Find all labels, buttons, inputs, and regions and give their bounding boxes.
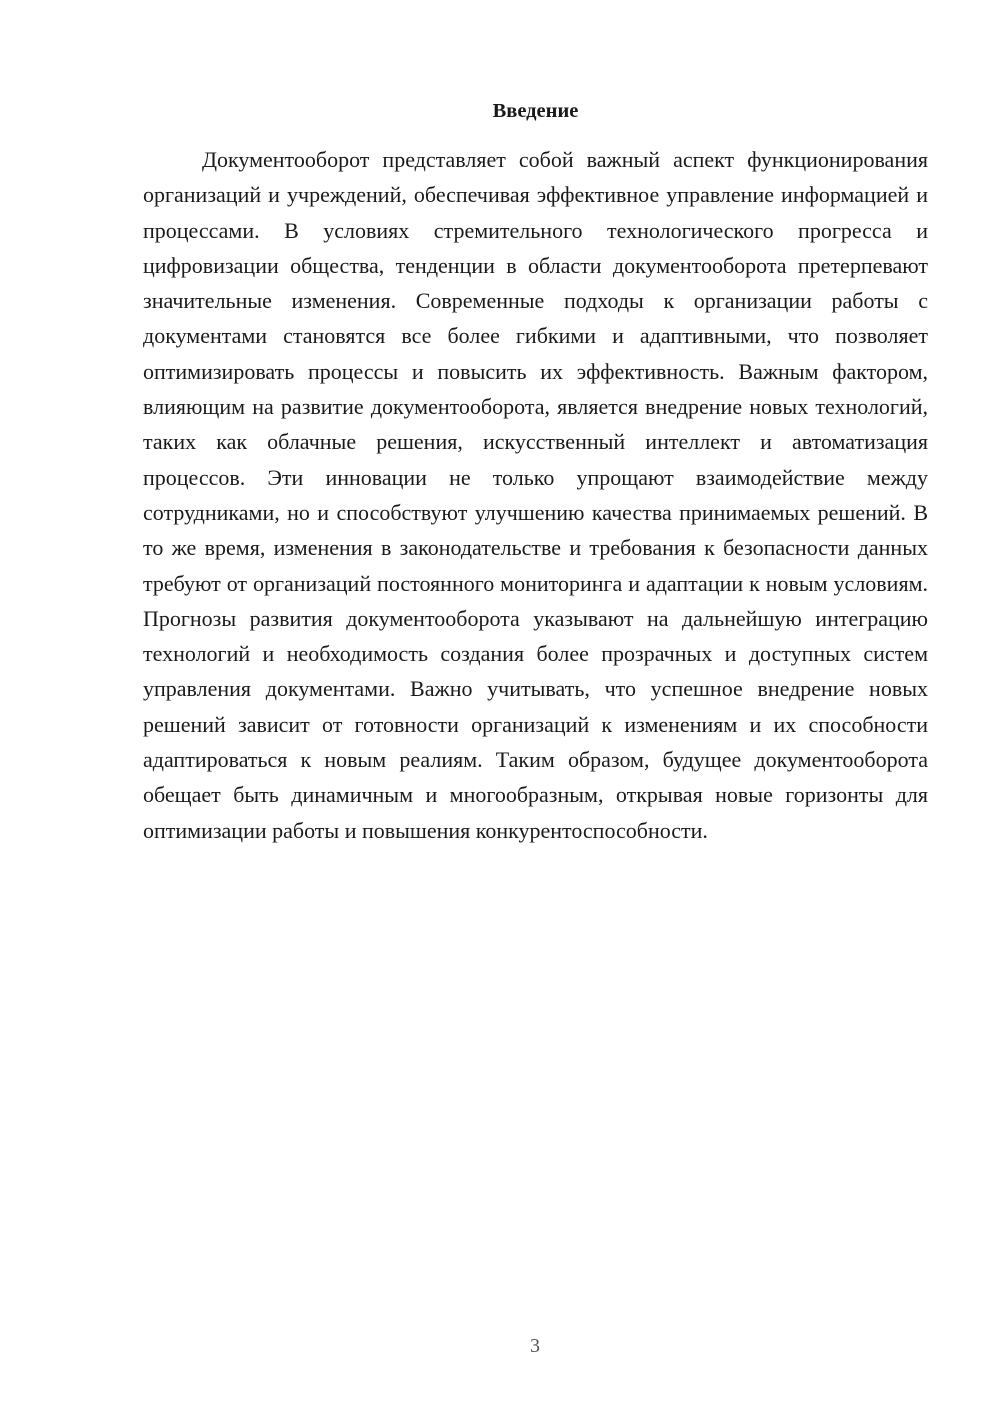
body-paragraph: Документооборот представляет собой важный аспект функционирования организаций и учреждений, обеспечивая эффективное управление информацией и процессами. В условиях стремительного технологического прогресса и цифровизации общества, тенденции в области документооборота претерпевают значительные изменения. Современные подходы к организации работы с документами становятся все более гибкими и адаптивными, что позволяет оптимизировать процессы и повысить их эффективность. Важным фактором, влияющим на развитие документооборота, является внедрение новых технологий, таких как облачные решения, искусственный интеллект и автоматизация процессов. Эти инновации не только упрощают взаимодействие между сотрудниками, но и способствуют улучшению качества принимаемых решений. В то же время, изменения в законодательстве и требования к безопасности данных требуют от организаций постоянного мониторинга и адаптации к новым условиям. Прогнозы развития документооборота указывают на дальнейшую интеграцию технологий и необходимость создания более прозрачных и доступных систем управления документами. Важно учитывать, что успешное внедрение новых решений зависит от готовности организаций к изменениям и их способности адаптироваться к новым реалиям. Таким образом, будущее документооборота обещает быть динамичным и многообразным, открывая новые горизонты для оптимизации работы и повышения конкурентоспособности. (143, 147, 928, 843)
page-number: 3 (530, 1335, 540, 1357)
section-heading: Введение (492, 100, 579, 122)
